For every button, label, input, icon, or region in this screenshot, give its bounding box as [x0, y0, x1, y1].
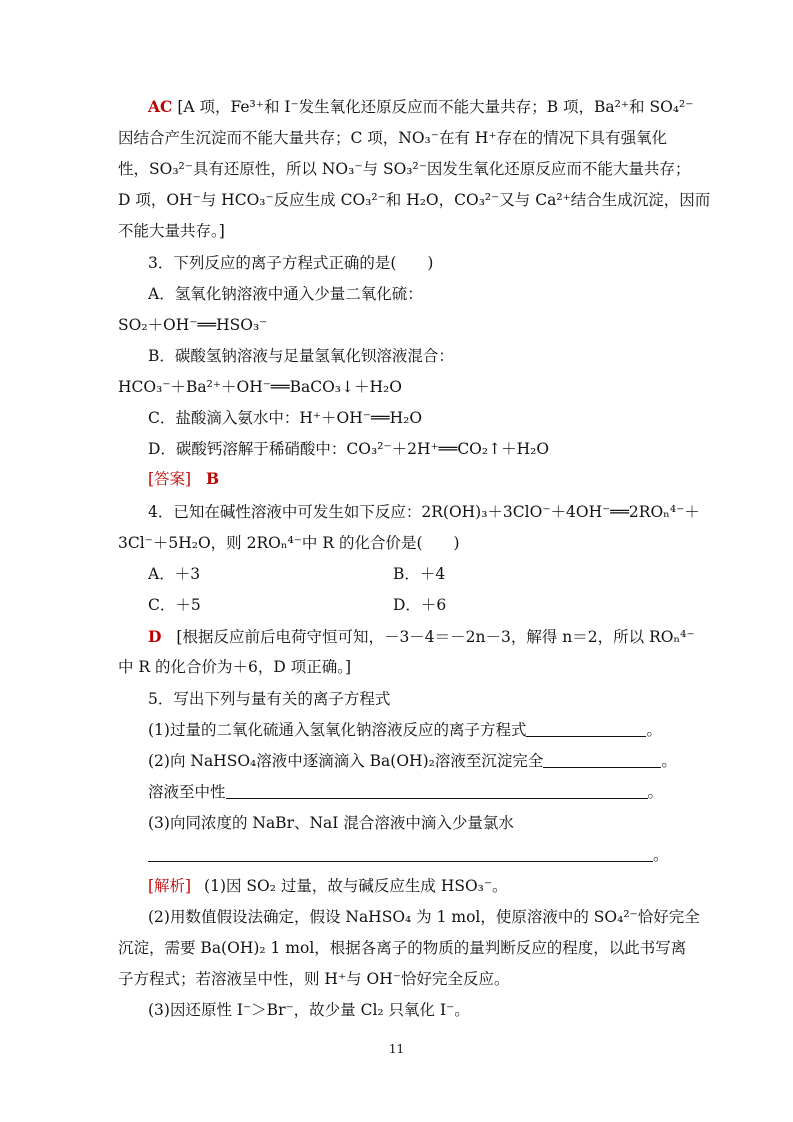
answer-blank[interactable] — [543, 753, 661, 768]
q2-answer: AC — [148, 97, 173, 116]
q3-option-b-equation: HCO₃⁻＋Ba²⁺＋OH⁻══BaCO₃↓＋H₂O — [118, 378, 402, 396]
q5-part-1 — [148, 720, 662, 740]
q5-part-3-blank-line — [148, 845, 669, 865]
page-number: 11 — [388, 1042, 405, 1056]
q5-analysis-2-line-3: 子方程式；若溶液呈中性，则 H⁺与 OH⁻恰好完全反应。 — [118, 970, 510, 988]
q4-option-d: D．＋6 — [393, 596, 447, 614]
q5-part-1-text: (1)过量的二氧化硫通入氢氧化钠溶液反应的离子方程式 — [148, 721, 527, 739]
q5-part-2b — [148, 782, 663, 802]
analysis-label: [解析] — [148, 877, 192, 895]
q5-analysis-1: (1)因 SO₂ 过量，故与碱反应生成 HSO₃⁻。 — [204, 877, 508, 895]
answer-blank[interactable] — [526, 722, 646, 737]
q5-part-2-text: (2)向 NaHSO₄溶液中逐滴滴入 Ba(OH)₂溶液至沉淀完全 — [148, 752, 544, 770]
q3-answer-line — [148, 469, 219, 489]
q5-analysis-2-line-1: (2)用数值假设法确定，假设 NaHSO₄ 为 1 mol，使原溶液中的 SO₄²⁻恰好完全 — [148, 908, 700, 926]
q3-option-b: B．碳酸氢钠溶液与足量氢氧化钡溶液混合： — [148, 347, 454, 365]
q4-explanation-line-2: 中 R 的化合价为＋6，D 项正确。] — [118, 658, 352, 676]
q4-stem-line-1: 4．已知在碱性溶液中可发生如下反应：2R(OH)₃＋3ClO⁻＋4OH⁻══2ROₙ⁴⁻＋ — [148, 503, 700, 521]
q2-explanation-line-3: 性，SO₃²⁻具有还原性，所以 NO₃⁻与 SO₃²⁻因发生氧化还原反应而不能大量共存； — [118, 160, 691, 178]
period: 。 — [647, 783, 664, 801]
q2-explanation-line-2: 因结合产生沉淀而不能大量共存；C 项，NO₃⁻在有 H⁺存在的情况下具有强氧化 — [118, 129, 668, 147]
q3-option-d: D．碳酸钙溶解于稀硝酸中：CO₃²⁻＋2H⁺══CO₂↑＋H₂O — [148, 440, 550, 458]
q3-option-a-equation: SO₂＋OH⁻══HSO₃⁻ — [118, 316, 268, 334]
q4-option-a: A．＋3 — [148, 565, 201, 583]
answer-blank[interactable] — [148, 847, 653, 862]
q5-part-2 — [148, 751, 677, 771]
period: 。 — [646, 721, 662, 739]
q3-answer: B — [206, 469, 220, 488]
period: 。 — [653, 846, 669, 864]
q5-part-3: (3)向同浓度的 NaBr、NaI 混合溶液中滴入少量氯水 — [148, 814, 514, 832]
q4-stem-line-2: 3Cl⁻＋5H₂O，则 2ROₙ⁴⁻中 R 的化合价是( ) — [118, 534, 460, 552]
q2-explanation-text: [A 项，Fe³⁺和 I⁻发生氧化还原反应而不能大量共存；B 项，Ba²⁺和 SO₄²⁻ — [177, 98, 694, 116]
q2-explanation-line-4: D 项，OH⁻与 HCO₃⁻反应生成 CO₃²⁻和 H₂O，CO₃²⁻又与 Ca²⁺结合生成沉淀，因而 — [118, 191, 711, 209]
q2-explanation-line-5: 不能大量共存。] — [118, 222, 225, 240]
q4-option-b: B．＋4 — [393, 565, 446, 583]
q5-analysis-3: (3)因还原性 I⁻＞Br⁻，故少量 Cl₂ 只氧化 I⁻。 — [148, 1001, 470, 1019]
q3-option-a: A．氢氧化钠溶液中通入少量二氧化硫： — [148, 285, 423, 303]
q2-explanation-line-1 — [148, 97, 693, 117]
answer-label: [答案] — [148, 470, 192, 488]
q4-explanation-text: [根据反应前后电荷守恒可知，－3－4＝－2n－3，解得 n＝2，所以 ROₙ⁴⁻ — [176, 628, 695, 646]
period: 。 — [661, 752, 677, 770]
q4-option-c: C．＋5 — [148, 596, 201, 614]
answer-blank[interactable] — [226, 784, 648, 799]
q5-analysis-2-line-2: 沉淀，需要 Ba(OH)₂ 1 mol，根据各离子的物质的量判断反应的程度，以此书写离 — [118, 939, 687, 957]
q3-stem: 3．下列反应的离子方程式正确的是( ) — [148, 254, 434, 272]
q4-explanation-line-1 — [148, 627, 695, 647]
q4-answer: D — [148, 627, 162, 646]
q5-analysis-line-1 — [148, 876, 508, 896]
q3-option-c: C．盐酸滴入氨水中：H⁺＋OH⁻══H₂O — [148, 409, 423, 427]
q5-part-2b-text: 溶液至中性 — [148, 783, 226, 801]
q5-stem: 5．写出下列与量有关的离子方程式 — [148, 690, 391, 708]
